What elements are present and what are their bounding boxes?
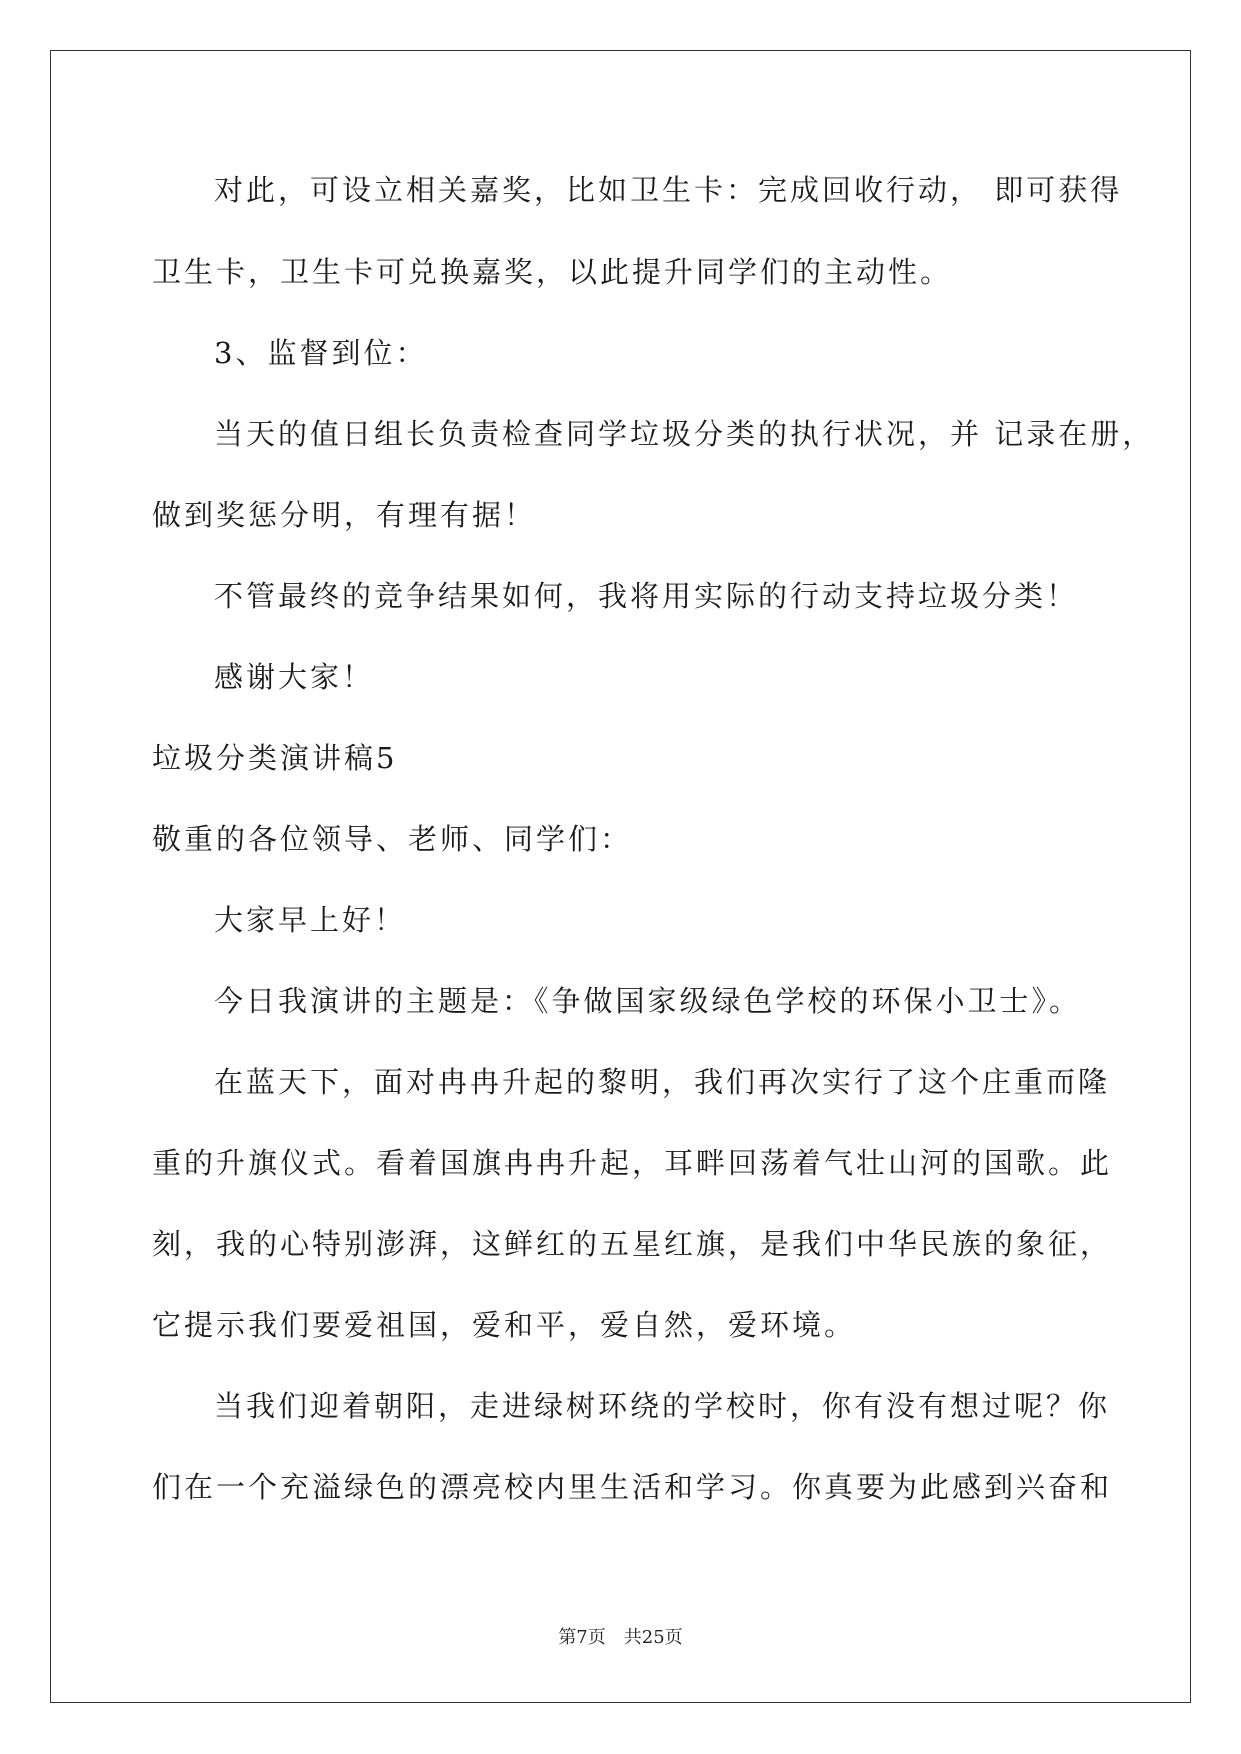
paragraph-line: 在蓝天下，面对冉冉升起的黎明，我们再次实行了这个庄重而隆	[214, 1065, 1111, 1099]
paragraph-line: 今日我演讲的主题是：《争做国家级绿色学校的环保小卫士》。	[214, 984, 1082, 1018]
paragraph-line: 做到奖惩分明，有理有据！	[152, 498, 537, 532]
salutation: 敬重的各位领导、老师、同学们：	[152, 822, 633, 856]
page-footer	[0, 1626, 1241, 1650]
paragraph-line: 对此，可设立相关嘉奖，比如卫生卡：完成回收行动， 即可获得	[214, 173, 1123, 207]
page-border	[50, 50, 1191, 1703]
list-item-heading: 3、监督到位：	[214, 336, 428, 370]
page-total: 共25页	[623, 1627, 683, 1648]
paragraph-line: 重的升旗仪式。看着国旗冉冉升起，耳畔回荡着气壮山河的国歌。此	[152, 1146, 1113, 1180]
paragraph-line: 卫生卡，卫生卡可兑换嘉奖，以此提升同学们的主动性。	[152, 255, 953, 289]
paragraph-line: 们在一个充溢绿色的漂亮校内里生活和学习。你真要为此感到兴奋和	[152, 1470, 1113, 1504]
paragraph-line: 当天的值日组长负责检查同学垃圾分类的执行状况，并 记录在册，	[214, 417, 1155, 451]
paragraph-line: 它提示我们要爱祖国，爱和平，爱自然，爱环境。	[152, 1308, 857, 1342]
paragraph-line: 当我们迎着朝阳，走进绿树环绕的学校时，你有没有想过呢？你	[214, 1389, 1111, 1423]
paragraph-line: 刻，我的心特别澎湃，这鲜红的五星红旗，是我们中华民族的象征，	[152, 1227, 1113, 1261]
page-number: 第7页	[558, 1627, 606, 1648]
paragraph-line: 大家早上好！	[214, 903, 407, 937]
section-title: 垃圾分类演讲稿5	[152, 741, 398, 775]
paragraph-line: 感谢大家！	[214, 660, 375, 694]
paragraph-line: 不管最终的竞争结果如何，我将用实际的行动支持垃圾分类！	[214, 579, 1079, 613]
